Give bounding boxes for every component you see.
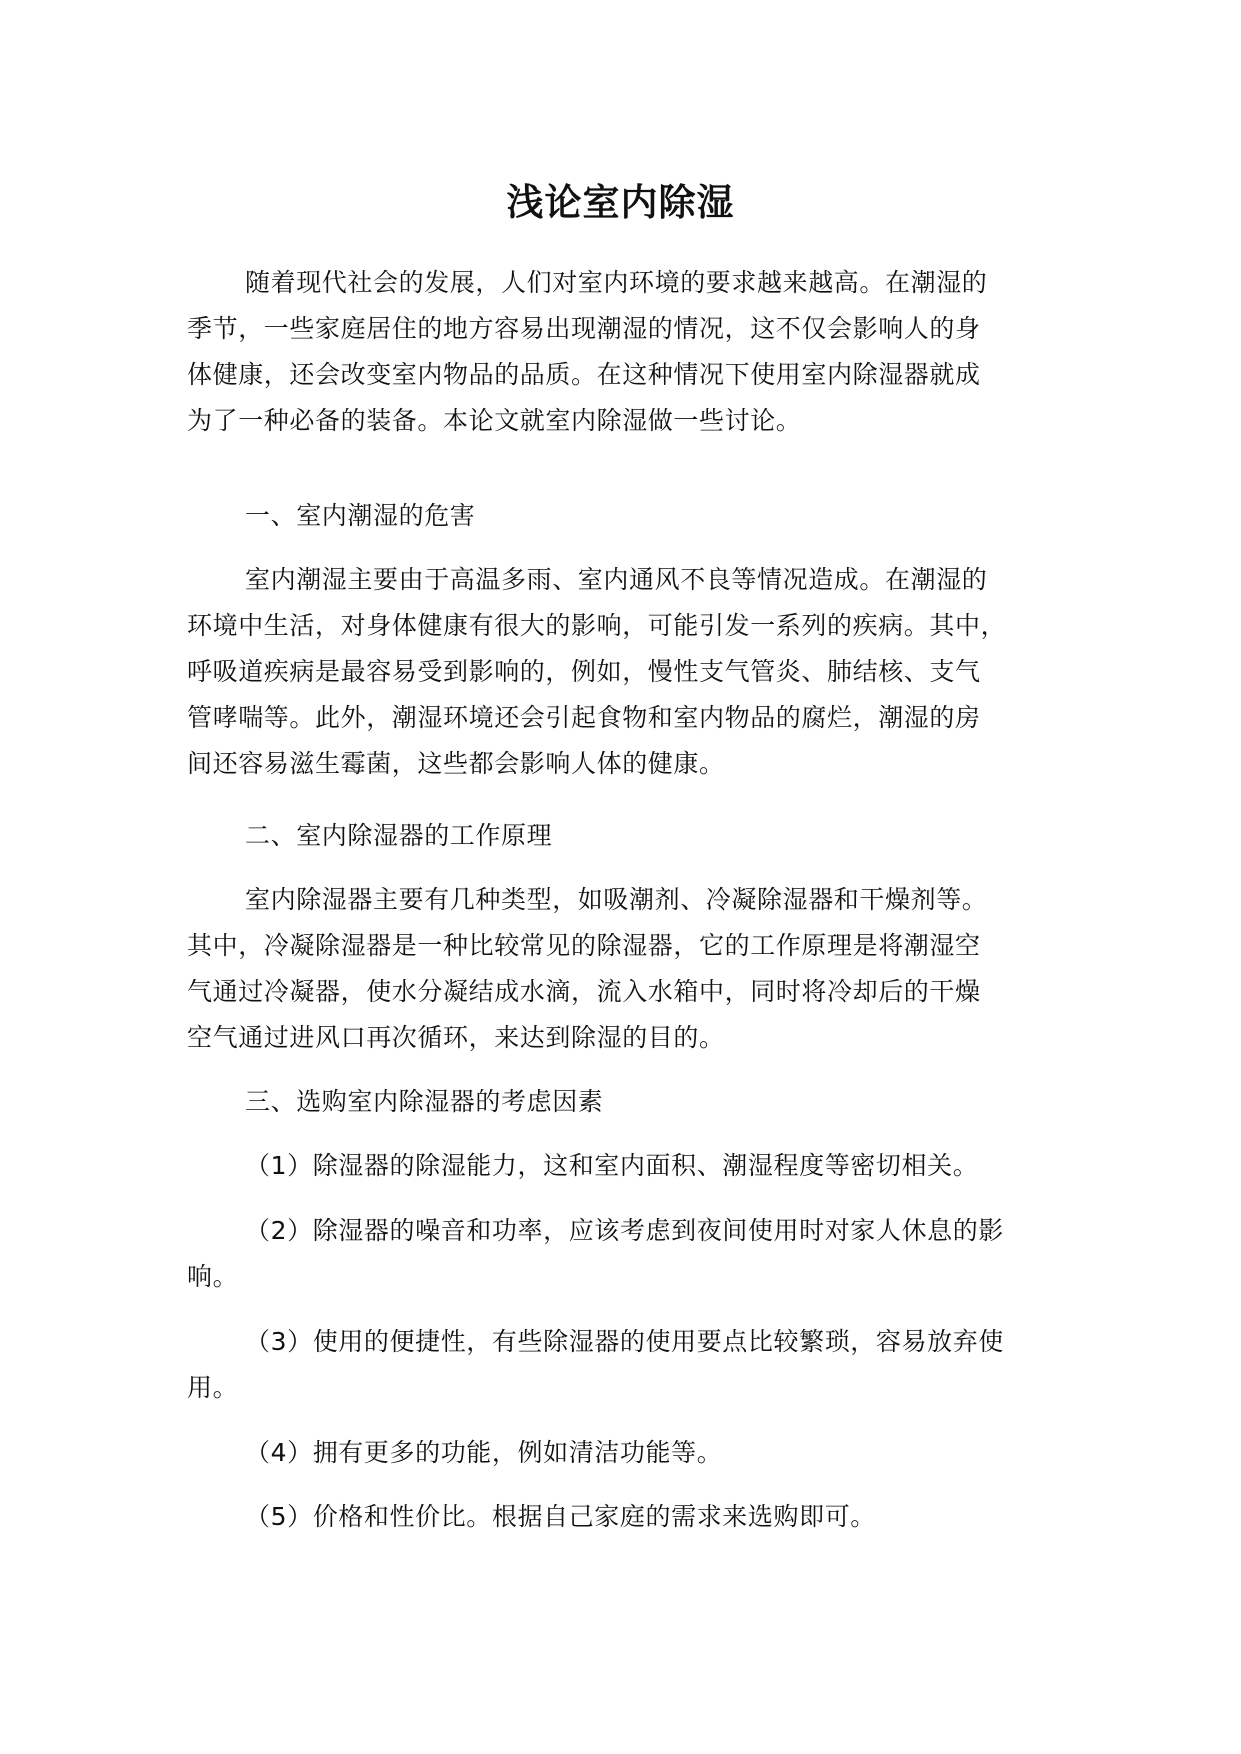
section-heading-text: 二、室内除湿器的工作原理 — [245, 821, 553, 850]
text-line: （4）拥有更多的功能，例如清洁功能等。 — [245, 1438, 723, 1467]
text-line: 管哮喘等。此外，潮湿环境还会引起食物和室内物品的腐烂，潮湿的房 — [187, 703, 981, 732]
text-line: 空气通过进风口再次循环，来达到除湿的目的。 — [187, 1023, 725, 1052]
section-2-paragraph — [187, 877, 987, 1061]
text-line: 间还容易滋生霉菌，这些都会影响人体的健康。 — [187, 749, 725, 778]
section-heading-3 — [245, 1079, 603, 1125]
text-line: 随着现代社会的发展，人们对室内环境的要求越来越高。在潮湿的 — [245, 268, 988, 297]
text-line: （3）使用的便捷性，有些除湿器的使用要点比较繁琐，容易放弃使 — [245, 1327, 1004, 1356]
document-title: 浅论室内除湿 — [506, 181, 735, 224]
text-line: （5）价格和性价比。根据自己家庭的需求来选购即可。 — [245, 1502, 876, 1531]
text-line: 室内潮湿主要由于高温多雨、室内通风不良等情况造成。在潮湿的 — [245, 565, 988, 594]
text-line: （1）除湿器的除湿能力，这和室内面积、潮湿程度等密切相关。 — [245, 1151, 979, 1180]
text-line: 季节，一些家庭居住的地方容易出现潮湿的情况，这不仅会影响人的身 — [187, 314, 981, 343]
factor-item-5 — [187, 1494, 876, 1540]
text-line: 为了一种必备的装备。本论文就室内除湿做一些讨论。 — [187, 406, 802, 435]
factor-item-4 — [187, 1430, 722, 1476]
text-line: 呼吸道疾病是最容易受到影响的，例如，慢性支气管炎、肺结核、支气 — [187, 657, 981, 686]
text-line: 其中，冷凝除湿器是一种比较常见的除湿器，它的工作原理是将潮湿空 — [187, 931, 981, 960]
factor-item-2 — [187, 1208, 1004, 1300]
section-heading-1 — [245, 493, 475, 539]
text-line: 体健康，还会改变室内物品的品质。在这种情况下使用室内除湿器就成 — [187, 360, 981, 389]
text-line: 环境中生活，对身体健康有很大的影响，可能引发一系列的疾病。其中， — [187, 611, 1007, 640]
text-line: 气通过冷凝器，使水分凝结成水滴，流入水箱中，同时将冷却后的干燥 — [187, 977, 981, 1006]
section-heading-2 — [245, 813, 552, 859]
text-line: 响。 — [187, 1262, 239, 1291]
text-line: （2）除湿器的噪音和功率，应该考虑到夜间使用时对家人休息的影 — [245, 1216, 1004, 1245]
section-heading-text: 一、室内潮湿的危害 — [245, 501, 476, 530]
intro-paragraph — [187, 260, 987, 444]
text-line: 室内除湿器主要有几种类型，如吸潮剂、冷凝除湿器和干燥剂等。 — [245, 885, 988, 914]
section-heading-text: 三、选购室内除湿器的考虑因素 — [245, 1087, 604, 1116]
section-1-paragraph — [187, 557, 1006, 787]
factor-item-1 — [187, 1143, 978, 1189]
text-line: 用。 — [187, 1373, 239, 1402]
factor-item-3 — [187, 1319, 1004, 1411]
